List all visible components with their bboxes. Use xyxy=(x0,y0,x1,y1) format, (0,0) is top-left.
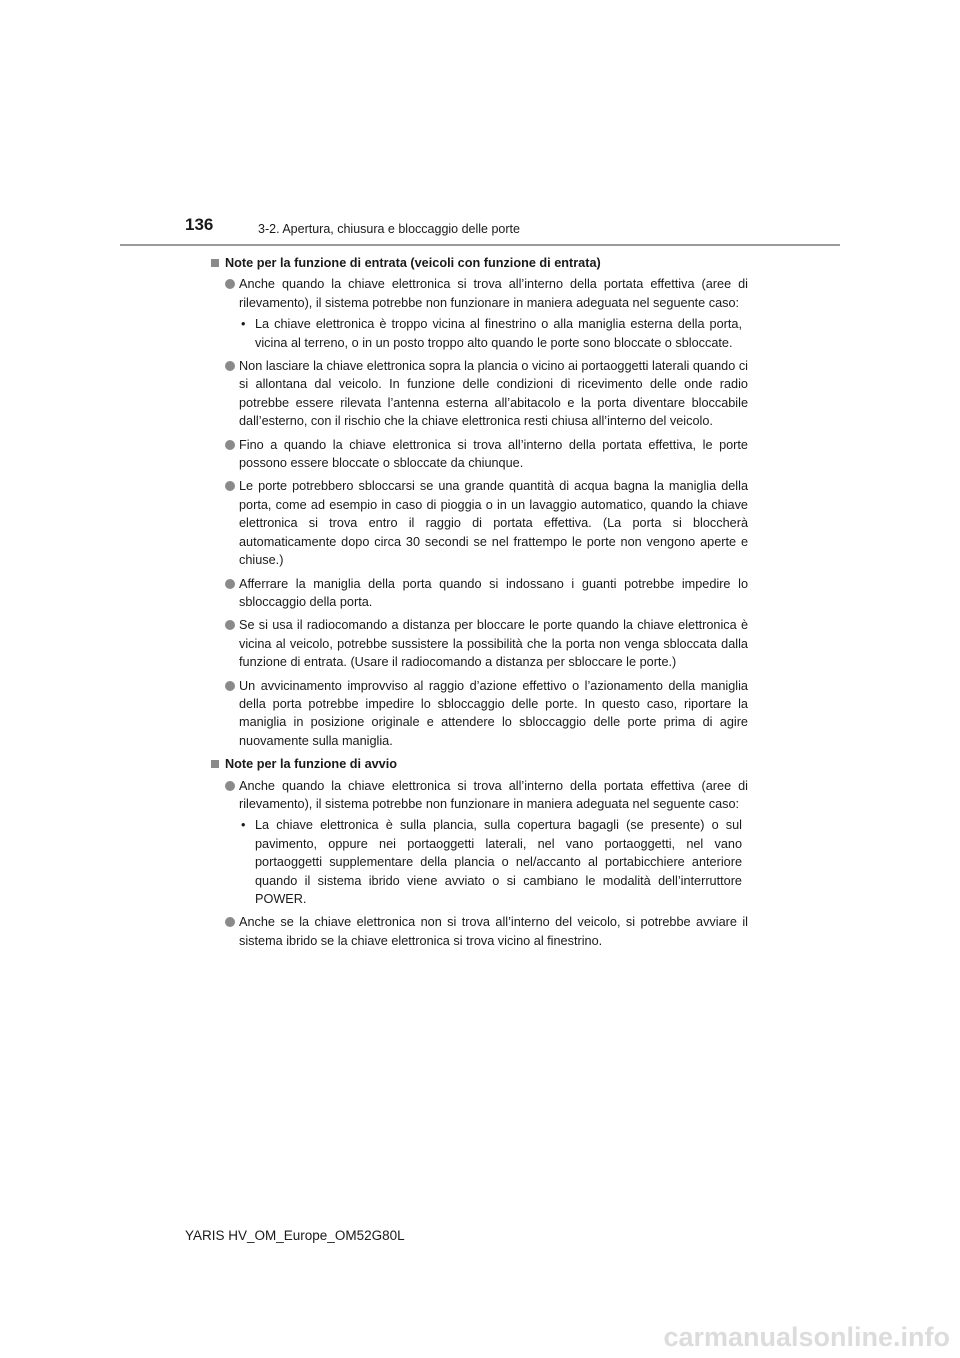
bullet-text: Se si usa il radiocomando a distanza per bloccare le porte quando la chiave elettronica è vicina al veicolo, potrebbe sussistere la possibilità che la porta non venga sbloccata dalla funzione di entrata. (Usare il radiocomando a distanza per sbloccare le porte.) xyxy=(239,618,748,670)
circle-bullet-icon xyxy=(225,481,235,491)
sub-item-text: La chiave elettronica è troppo vicina al finestrino o alla maniglia esterna della porta, vicina al terreno, o in un posto troppo alto quando le porte sono bloccate o sbloccate. xyxy=(255,317,742,350)
bullet-item xyxy=(210,575,748,612)
bullet-text: Un avvicinamento improvviso al raggio d’azione effettivo o l’azionamento della maniglia della porta potrebbe impedire lo sbloccaggio delle porte. In questo caso, riportare la maniglia in posizione originale e attendere lo sbloccaggio delle porte prima di agire nuovamente sulla maniglia. xyxy=(239,678,748,748)
bullet-text: Anche se la chiave elettronica non si trova all’interno del veicolo, si potrebbe avviare il sistema ibrido se la chiave elettronica si trova vicino al finestrino. xyxy=(239,915,748,948)
circle-bullet-icon xyxy=(225,361,235,371)
section-heading-text: Note per la funzione di avvio xyxy=(225,757,398,772)
section-heading-text: Note per la funzione di entrata (veicoli con funzione di entrata) xyxy=(225,256,601,270)
page-number: 136 xyxy=(185,215,214,234)
circle-bullet-icon xyxy=(225,681,235,691)
bullet-item xyxy=(210,477,748,569)
circle-bullet-icon xyxy=(225,620,235,630)
section-heading xyxy=(210,254,748,272)
bullet-text: Anche quando la chiave elettronica si trova all’interno della portata effettiva (aree di rilevamento), il sistema potrebbe non funzionare in maniera adeguata nel seguente caso: xyxy=(239,277,748,310)
header-divider xyxy=(120,244,840,246)
bullet-item xyxy=(210,357,748,431)
square-bullet-icon xyxy=(211,259,219,267)
sub-item-text: La chiave elettronica è sulla plancia, sulla copertura bagagli (se presente) o sul pavimento, oppure nei portaoggetti laterali, nel vano portaoggetti, nel vano portaoggetti supplementare della plancia o nel/accanto al portabicchiere anteriore quando il sistema ibrido viene avviato o si cambiano le modalità dell’interruttore POWER. xyxy=(255,818,742,906)
bullet-item xyxy=(210,777,748,909)
sub-list-item xyxy=(239,315,748,352)
watermark: carmanualsonline.info xyxy=(663,1322,950,1352)
section-heading xyxy=(210,755,748,773)
running-header: 3-2. Apertura, chiusura e bloccaggio delle porte xyxy=(258,222,520,236)
bullet-text: Anche quando la chiave elettronica si trova all’interno della portata effettiva (aree di rilevamento), il sistema potrebbe non funzionare in maniera adeguata nel seguente caso: xyxy=(239,778,748,811)
sub-bullet-icon: • xyxy=(241,317,246,332)
circle-bullet-icon xyxy=(225,781,235,791)
sub-list-item xyxy=(239,816,748,908)
bullet-item xyxy=(210,913,748,950)
square-bullet-icon xyxy=(211,760,219,768)
sub-list xyxy=(239,816,748,908)
bullet-item xyxy=(210,275,748,352)
bullet-item xyxy=(210,616,748,671)
bullet-item xyxy=(210,436,748,473)
bullet-item xyxy=(210,677,748,751)
document-code-footer: YARIS HV_OM_Europe_OM52G80L xyxy=(185,1228,405,1243)
sub-list xyxy=(239,315,748,352)
circle-bullet-icon xyxy=(225,917,235,927)
circle-bullet-icon xyxy=(225,579,235,589)
bullet-text: Non lasciare la chiave elettronica sopra la plancia o vicino ai portaoggetti laterali quando ci si allontana dal veicolo. In funzione delle condizioni di ricevimento delle onde radio potrebbe essere rilevata l’antenna esterna all’abitacolo e la porta diventare bloccabile dall’esterno, con il rischio che la chiave elettronica resti chiusa all’interno del veicolo. xyxy=(239,359,748,429)
sub-bullet-icon: • xyxy=(241,818,246,833)
bullet-text: Le porte potrebbero sbloccarsi se una grande quantità di acqua bagna la maniglia della porta, come ad esempio in caso di pioggia o in un lavaggio automatico, quando la chiave elettronica si trova entro il raggio di portata effettiva. (La porta si bloccherà automaticamente dopo circa 30 secondi se nel frattempo le porte non vengono aperte e chiuse.) xyxy=(239,479,748,568)
circle-bullet-icon xyxy=(225,279,235,289)
circle-bullet-icon xyxy=(225,440,235,450)
page-content xyxy=(210,254,748,955)
bullet-text: Afferrare la maniglia della porta quando si indossano i guanti potrebbe impedire lo sbloccaggio della porta. xyxy=(239,576,748,609)
bullet-text: Fino a quando la chiave elettronica si trova all’interno della portata effettiva, le porte possono essere bloccate o sbloccate da chiunque. xyxy=(239,437,748,471)
